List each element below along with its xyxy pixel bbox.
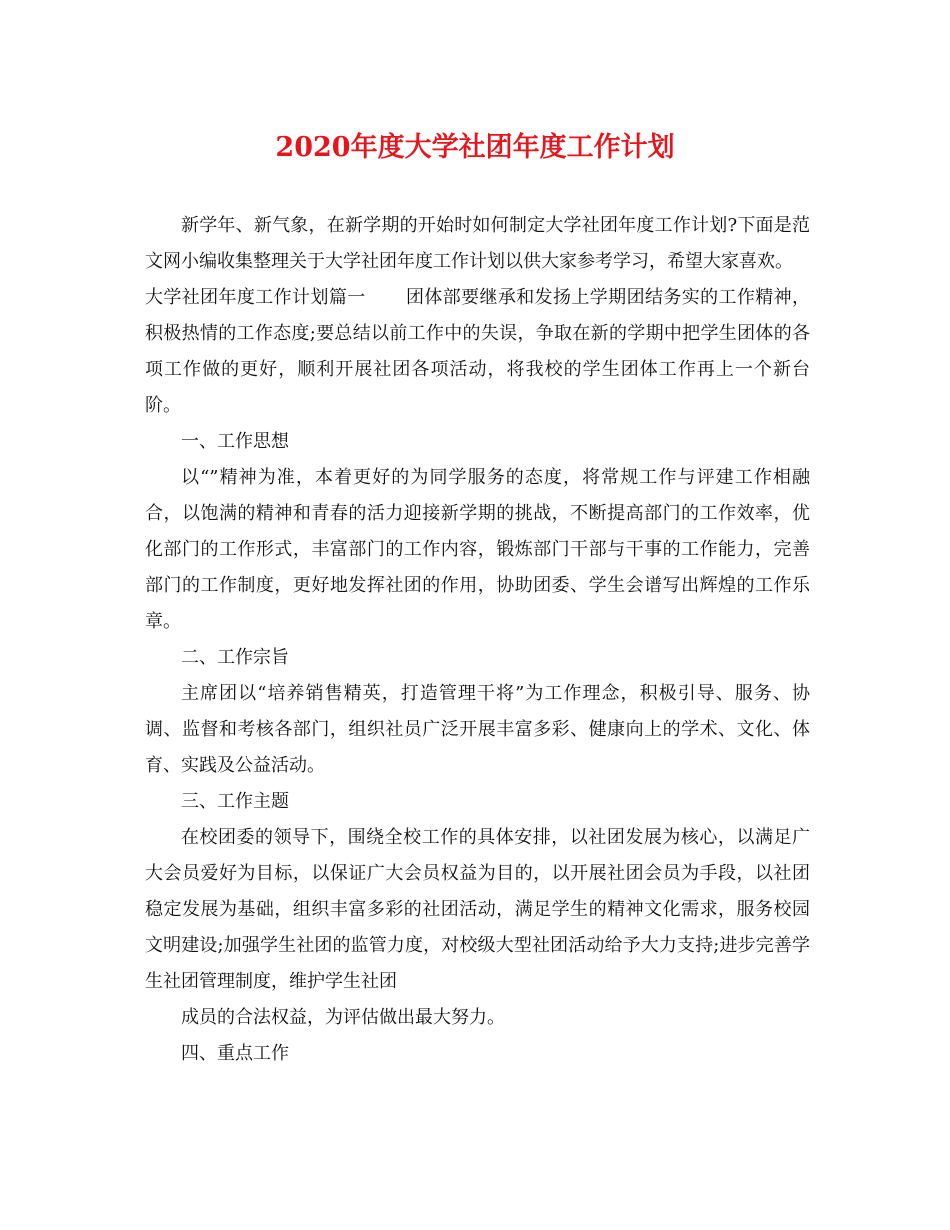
document-title: 2020年度大学社团年度工作计划	[275, 132, 675, 163]
heading-work-thought: 一、工作思想	[181, 431, 289, 452]
intro-paragraph: 新学年、新气象，在新学期的开始时如何制定大学社团年度工作计划?下面是范文网小编收集整理关于大学社团年度工作计划以供大家参考学习，希望大家喜欢。	[145, 215, 810, 272]
section-paragraph	[145, 280, 810, 424]
section-label: 大学社团年度工作计划篇一	[145, 287, 366, 308]
document-body	[145, 208, 810, 1072]
heading-work-purpose: 二、工作宗旨	[181, 647, 289, 668]
paragraph-work-theme: 在校团委的领导下，围绕全校工作的具体安排，以社团发展为核心，以满足广大会员爱好为目标，以保证广大会员权益为目的，以开展社团会员为手段，以社团稳定发展为基础，组织丰富多彩的社团活动，满足学生的精神文化需求，服务校园文明建设;加强学生社团的监管力度，对校级大型社团活动给予大力支持;进步完善学生社团管理制度，维护学生社团	[145, 827, 810, 992]
paragraph-work-thought: 以“”精神为准，本着更好的为同学服务的态度，将常规工作与评建工作相融合，以饱满的精神和青春的活力迎接新学期的挑战，不断提高部门的工作效率，优化部门的工作形式，丰富部门的工作内容，锻炼部门干部与干事的工作能力，完善部门的工作制度，更好地发挥社团的作用，协助团委、学生会谱写出辉煌的工作乐章。	[145, 467, 810, 632]
section-intro: 团体部要继承和发扬上学期团结务实的工作精神，积极热情的工作态度;要总结以前工作中的失误，争取在新的学期中把学生团体的各项工作做的更好，顺利开展社团各项活动，将我校的学生团体工作再上一个新台阶。	[145, 287, 811, 416]
heading-key-work: 四、重点工作	[181, 1043, 289, 1064]
paragraph-work-theme-continued: 成员的合法权益，为评估做出最大努力。	[181, 1007, 505, 1028]
paragraph-work-purpose: 主席团以“培养销售精英，打造管理干将”为工作理念，积极引导、服务、协调、监督和考核各部门，组织社员广泛开展丰富多彩、健康向上的学术、文化、体育、实践及公益活动。	[145, 683, 810, 776]
heading-work-theme: 三、工作主题	[181, 791, 289, 812]
